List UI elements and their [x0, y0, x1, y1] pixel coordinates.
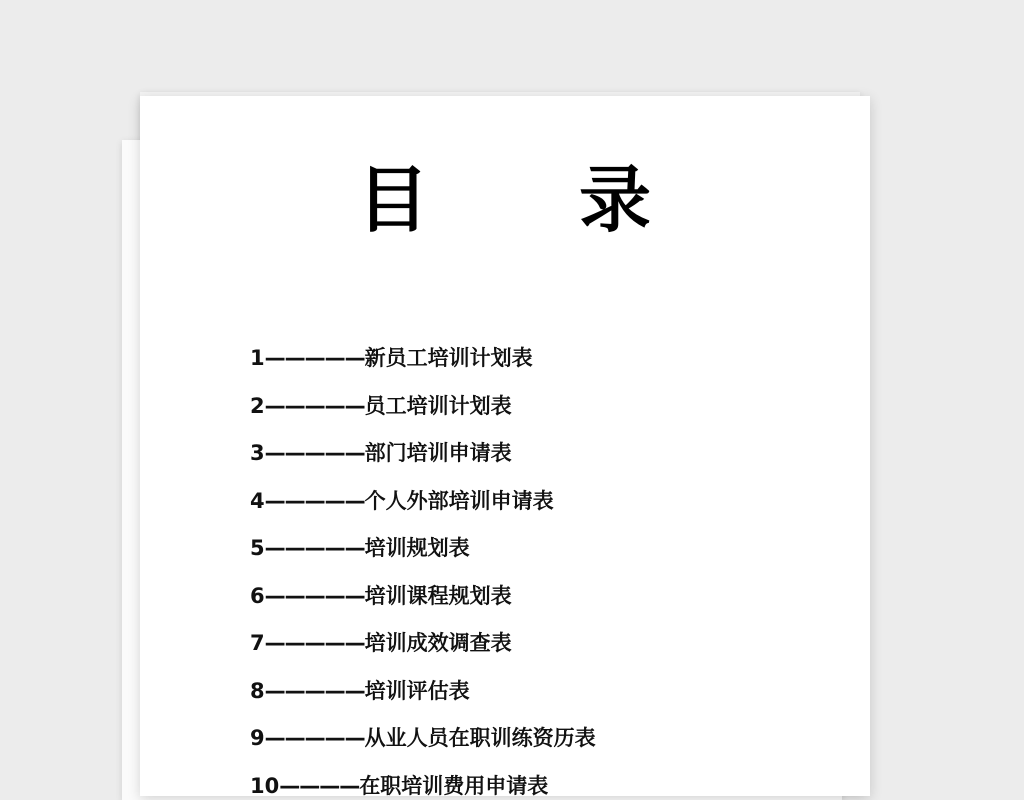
list-item[interactable]	[250, 633, 870, 654]
list-item[interactable]	[250, 538, 870, 559]
toc-label: 员工培训计划表	[364, 393, 512, 418]
toc-number: 2	[250, 393, 265, 418]
toc-label: 培训评估表	[364, 678, 470, 703]
toc-number: 1	[250, 346, 265, 370]
list-item[interactable]	[250, 348, 870, 369]
list-item[interactable]	[250, 773, 870, 798]
toc-label: 部门培训申请表	[364, 441, 512, 465]
toc-leader: —————	[264, 346, 365, 370]
toc-number: 4	[250, 488, 265, 513]
document-page	[140, 96, 870, 796]
toc-leader: —————	[264, 726, 365, 750]
toc-leader: —————	[264, 583, 365, 608]
toc-number: 5	[250, 536, 265, 560]
list-item[interactable]	[250, 583, 870, 608]
toc-number: 6	[250, 583, 265, 608]
toc-label: 培训课程规划表	[364, 583, 512, 608]
toc-leader: —————	[264, 488, 365, 513]
toc-leader: —————	[264, 678, 365, 703]
list-item[interactable]	[250, 443, 870, 464]
toc-leader: ————	[279, 773, 360, 798]
toc-leader: —————	[264, 441, 365, 465]
toc-label: 新员工培训计划表	[364, 346, 533, 370]
table-of-contents	[140, 348, 870, 797]
toc-number: 10	[250, 773, 280, 798]
toc-label: 在职培训费用申请表	[359, 773, 549, 798]
page-title: 目 录	[356, 158, 653, 242]
toc-label: 培训规划表	[364, 536, 470, 560]
list-item[interactable]	[250, 678, 870, 703]
toc-leader: —————	[264, 393, 365, 418]
toc-number: 9	[250, 726, 265, 750]
toc-leader: —————	[264, 536, 365, 560]
toc-number: 7	[250, 631, 265, 655]
toc-label: 从业人员在职训练资历表	[364, 726, 596, 750]
toc-number: 8	[250, 678, 265, 703]
list-item[interactable]	[250, 488, 870, 513]
list-item[interactable]	[250, 393, 870, 418]
toc-leader: —————	[264, 631, 365, 655]
toc-number: 3	[250, 441, 265, 465]
list-item[interactable]	[250, 728, 870, 749]
toc-label: 培训成效调查表	[364, 631, 512, 655]
toc-label: 个人外部培训申请表	[364, 488, 554, 513]
